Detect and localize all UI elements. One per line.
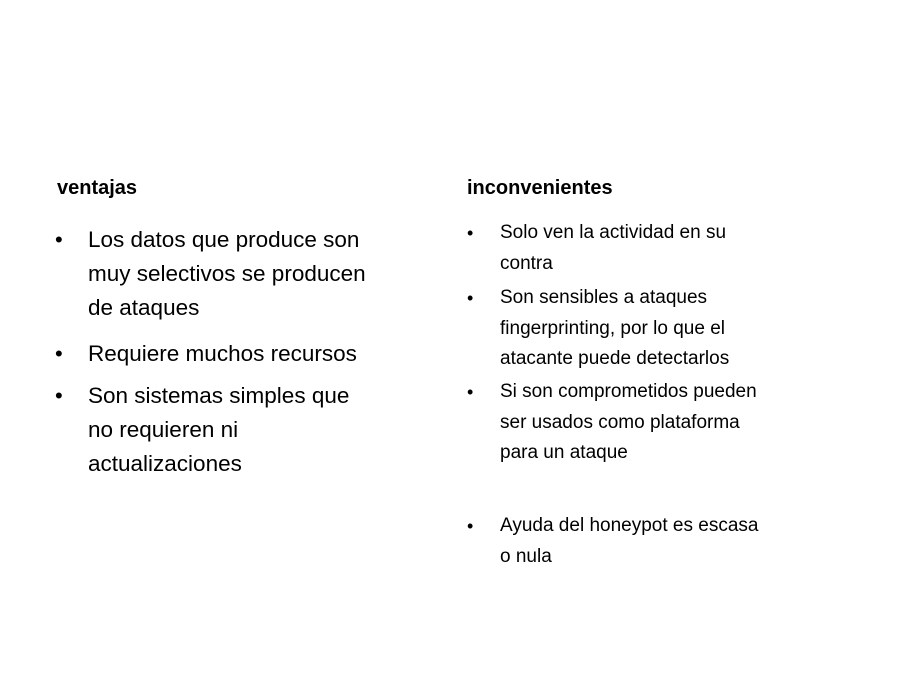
item-line: o nula [500,545,552,567]
bullet-icon: • [467,288,474,308]
bullet-icon: • [467,382,474,402]
item-line: Ayuda del honeypot es escasa [500,515,759,536]
bullet-icon: • [55,383,63,408]
inconveniente-item [467,218,727,279]
bullet-icon: • [467,516,474,536]
inconveniente-item [467,377,757,469]
item-line: Los datos que produce son [88,227,360,252]
item-line: fingerprinting, por lo que el [500,317,725,339]
item-line: no requieren ni [88,417,239,442]
item-line: de ataques [88,295,200,320]
item-line: Si son comprometidos pueden [500,381,757,402]
bullet-icon: • [55,227,63,252]
item-line: contra [500,252,553,274]
ventaja-item [55,337,357,371]
ventaja-item [55,379,350,481]
bullet-icon: • [55,341,63,366]
inconvenientes-heading: inconvenientes [467,177,613,199]
item-line: muy selectivos se producen [88,261,366,286]
item-line: ser usados como plataforma [500,411,740,433]
ventaja-item [55,223,366,325]
inconveniente-item [467,283,730,375]
item-line: para un ataque [500,442,628,463]
item-line: atacante puede detectarlos [500,348,730,369]
item-line: Requiere muchos recursos [88,341,357,366]
inconveniente-item [467,511,759,572]
item-line: Son sistemas simples que [88,383,350,408]
item-line: Son sensibles a ataques [500,287,708,308]
item-line: actualizaciones [88,451,242,476]
bullet-icon: • [467,223,474,243]
ventajas-heading: ventajas [57,177,138,199]
item-line: Solo ven la actividad en su [500,222,727,243]
